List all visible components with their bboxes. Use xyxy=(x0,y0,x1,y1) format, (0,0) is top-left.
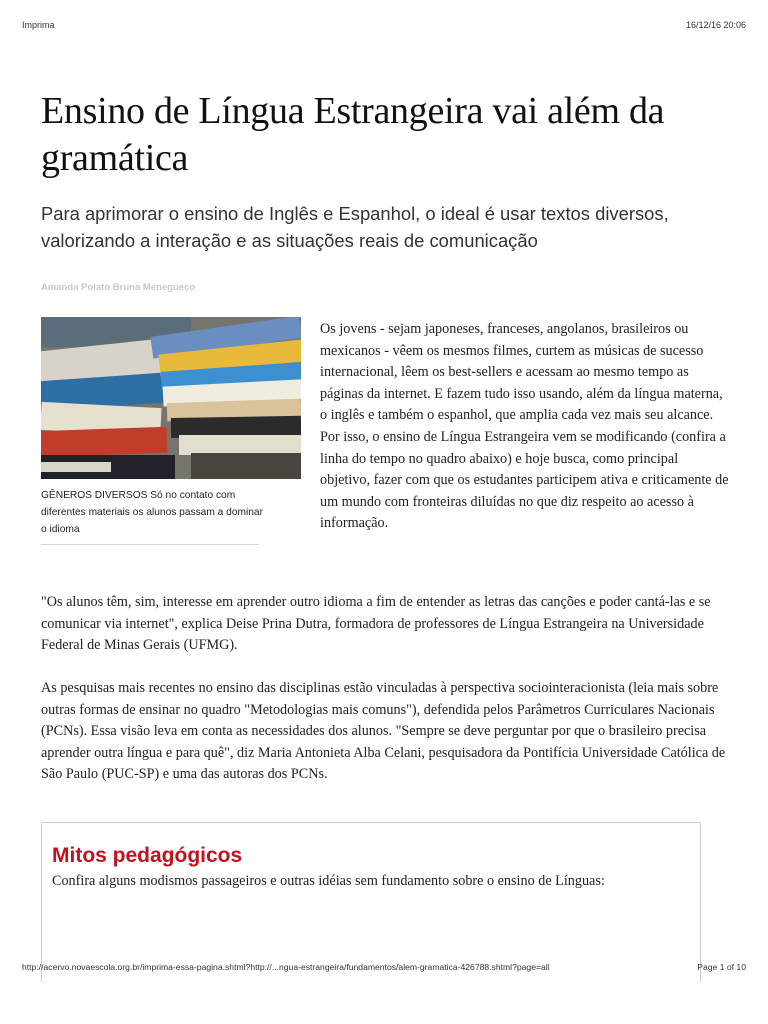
print-footer xyxy=(22,962,746,972)
article-author: Amanda Polato Bruna Menegueço xyxy=(41,282,196,293)
print-header-title: Imprima xyxy=(22,20,55,30)
article-photo xyxy=(41,317,301,479)
page-url: http://acervo.novaescola.org.br/imprima-essa-pagina.shtml?http://...ngua-estrangeira/fundamentos/alem-gramatica-426788.shtml?page=all xyxy=(22,962,550,972)
article-title: Ensino de Língua Estrangeira vai além da gramática xyxy=(41,90,665,179)
article-subtitle: Para aprimorar o ensino de Inglês e Espanhol, o ideal é usar textos diversos, valorizando a interação e as situações reais de comunicação xyxy=(41,203,669,251)
myths-box-intro: Confira alguns modismos passageiros e outras idéias sem fundamento sobre o ensino de Línguas: xyxy=(52,873,605,889)
caption-divider xyxy=(41,544,259,545)
page-number: Page 1 of 10 xyxy=(697,962,746,972)
print-header xyxy=(22,20,746,30)
article-paragraph-2: "Os alunos têm, sim, interesse em aprender outro idioma a fim de entender as letras das canções e poder cantá-las e se comunicar via internet", explica Deise Prina Dutra, formadora de professores de Língua Estrangeira na Universidade Federal de Minas Gerais (UFMG). xyxy=(41,594,711,654)
article-paragraph-3: As pesquisas mais recentes no ensino das disciplinas estão vinculadas à perspectiva sociointeracionista (leia mais sobre outras formas de ensinar no quadro "Metodologias mais comuns"), defendida pelos Parâmetros Curriculares Nacionais (PCNs). Essa visão leva em conta as necessidades dos alunos. "Sempre se deve perguntar por que o brasileiro precisa aprender outra língua e para quê", diz Maria Antonieta Alba Celani, pesquisadora da Pontifícia Universidade Católica de São Paulo (PUC-SP) e uma das autoras dos PCNs. xyxy=(41,680,726,783)
article-paragraph-1: Os jovens - sejam japoneses, franceses, angolanos, brasileiros ou mexicanos - vêem os mesmos filmes, curtem as músicas de sucesso internacional, lêem os best-sellers e acessam ao mesmo tempo as páginas da internet. E fazem tudo isso usando, além da língua materna, o inglês e também o espanhol, que amplia cada vez mais seu alcance. Por isso, o ensino de Língua Estrangeira vem se modificando (confira a linha do tempo no quadro abaixo) e hoje busca, como principal objetivo, fazer com que os estudantes participem ativa e criticamente de um mundo com fronteiras diluídas no que diz respeito ao acesso à informação. xyxy=(320,321,729,532)
print-header-datetime: 16/12/16 20:06 xyxy=(685,20,746,30)
myths-box-title: Mitos pedagógicos xyxy=(52,844,243,867)
photo-caption: GÊNEROS DIVERSOS Só no contato com diferentes materiais os alunos passam a dominar o idioma xyxy=(41,490,263,535)
